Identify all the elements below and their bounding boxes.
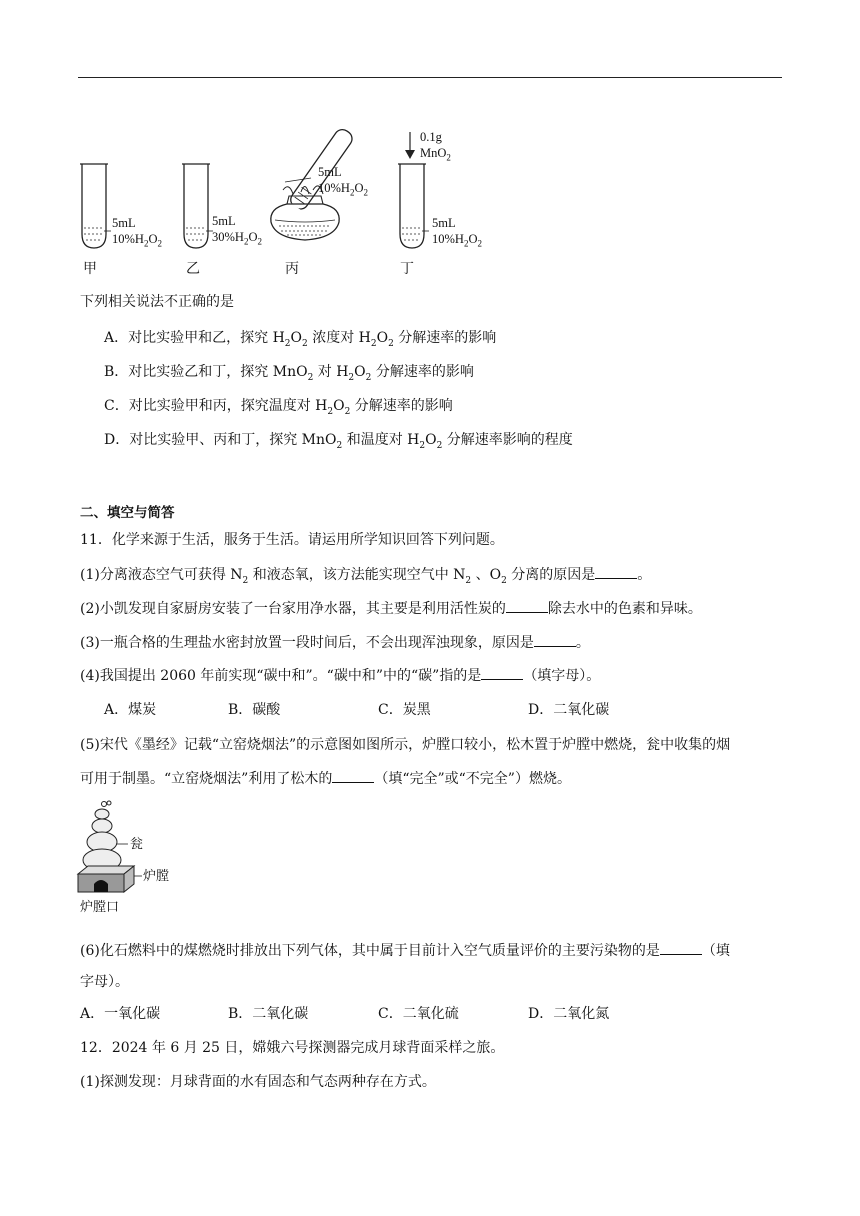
- q11-p6-choice-d: D．二氧化氮: [528, 1006, 610, 1022]
- answer-blank[interactable]: [481, 667, 523, 680]
- header-rule: [78, 77, 782, 78]
- q10-option-c: C．对比实验甲和丙，探究温度对 $H_2O_2$ 分解速率的影响: [104, 398, 453, 417]
- ding-mno2-mass: 0.1g: [420, 130, 442, 144]
- q11-part5-line1: (5)宋代《墨经》记载“立窑烧烟法”的示意图如图所示，炉膛口较小，松木置于炉膛中燃烧，瓮中收集的烟: [80, 737, 731, 753]
- q11-part5-line2: 可用于制墨。“立窑烧烟法”利用了松木的 （填“完全”或“不完全”）燃烧。: [80, 771, 571, 787]
- ding-mno2: MnO$_2$: [420, 146, 451, 163]
- answer-blank[interactable]: [332, 770, 374, 783]
- arrow-down-icon: [404, 132, 416, 162]
- answer-blank[interactable]: [595, 566, 637, 579]
- q11-part1: (1)分离液态空气可获得 $N_2$ 和液态氧，该方法能实现空气中 $N_2$ 、$O_2$ 分离的原因是 。: [80, 567, 652, 586]
- kiln-label-weng: 瓮: [130, 836, 144, 851]
- q11-p4-choice-c: C．炭黑: [378, 702, 431, 718]
- jia-concentration: $10\%H_2O_2$: [112, 232, 162, 249]
- ding-concentration: $10\%H_2O_2$: [432, 232, 482, 249]
- kiln-label-lutangkou: 炉膛口: [80, 899, 120, 914]
- answer-blank[interactable]: [534, 634, 576, 647]
- q11-part3: (3)一瓶合格的生理盐水密封放置一段时间后，不会出现浑浊现象，原因是 。: [80, 635, 590, 651]
- label-yi: 乙: [186, 261, 200, 277]
- jia-volume: 5mL: [112, 216, 136, 230]
- q11-p4-choice-a: A．煤炭: [104, 702, 157, 718]
- q11-p4-choice-b: B．碳酸: [228, 702, 281, 718]
- test-tube-yi: [182, 162, 212, 252]
- label-jia: 甲: [83, 261, 97, 277]
- kiln-diagram: [78, 800, 178, 900]
- q11-part4: (4)我国提出 2060 年前实现“碳中和”。“碳中和”中的“碳”指的是 （填字母）。: [80, 668, 601, 684]
- label-bing: 丙: [285, 261, 299, 277]
- q10-option-b: B．对比实验乙和丁，探究 MnO$_2$ 对 $H_2O_2$ 分解速率的影响: [104, 364, 474, 383]
- q10-stem: 下列相关说法不正确的是: [80, 294, 234, 310]
- label-ding: 丁: [400, 261, 414, 277]
- bing-concentration: $10\%H_2O_2$: [318, 181, 368, 198]
- bing-volume: 5mL: [318, 165, 342, 179]
- test-tube-ding: [398, 162, 428, 252]
- yi-volume: 5mL: [212, 214, 236, 228]
- q11-p6-choice-b: B．二氧化碳: [228, 1006, 309, 1022]
- answer-blank[interactable]: [660, 942, 702, 955]
- section-title: 二、填空与简答: [80, 505, 175, 521]
- q10-option-a: A．对比实验甲和乙，探究 $H_2O_2$ 浓度对 $H_2O_2$ 分解速率的影响: [104, 330, 497, 349]
- q11-p6-choice-c: C．二氧化硫: [378, 1006, 459, 1022]
- kiln-label-lutang: 炉膛: [143, 868, 170, 883]
- ding-volume: 5mL: [432, 216, 456, 230]
- q12-part1: (1)探测发现：月球背面的水有固态和气态两种存在方式。: [80, 1074, 436, 1090]
- q11-intro: 11．化学来源于生活，服务于生活。请运用所学知识回答下列问题。: [80, 532, 504, 548]
- q11-p4-choice-d: D．二氧化碳: [528, 702, 610, 718]
- test-tube-jia: [80, 162, 110, 252]
- answer-blank[interactable]: [506, 600, 548, 613]
- q11-part6-line2: 字母）。: [80, 974, 129, 990]
- q11-part6-line1: (6)化石燃料中的煤燃烧时排放出下列气体，其中属于目前计入空气质量评价的主要污染物的是 （填: [80, 943, 730, 959]
- yi-concentration: $30\%H_2O_2$: [212, 230, 262, 247]
- q11-part2: (2)小凯发现自家厨房安装了一台家用净水器，其主要是利用活性炭的 除去水中的色素和异味。: [80, 601, 702, 617]
- q12-intro: 12．2024 年 6 月 25 日，嫦娥六号探测器完成月球背面采样之旅。: [80, 1040, 505, 1056]
- q10-option-d: D．对比实验甲、丙和丁，探究 MnO$_2$ 和温度对 $H_2O_2$ 分解速率影响的程度: [104, 432, 573, 451]
- q11-p6-choice-a: A．一氧化碳: [80, 1006, 161, 1022]
